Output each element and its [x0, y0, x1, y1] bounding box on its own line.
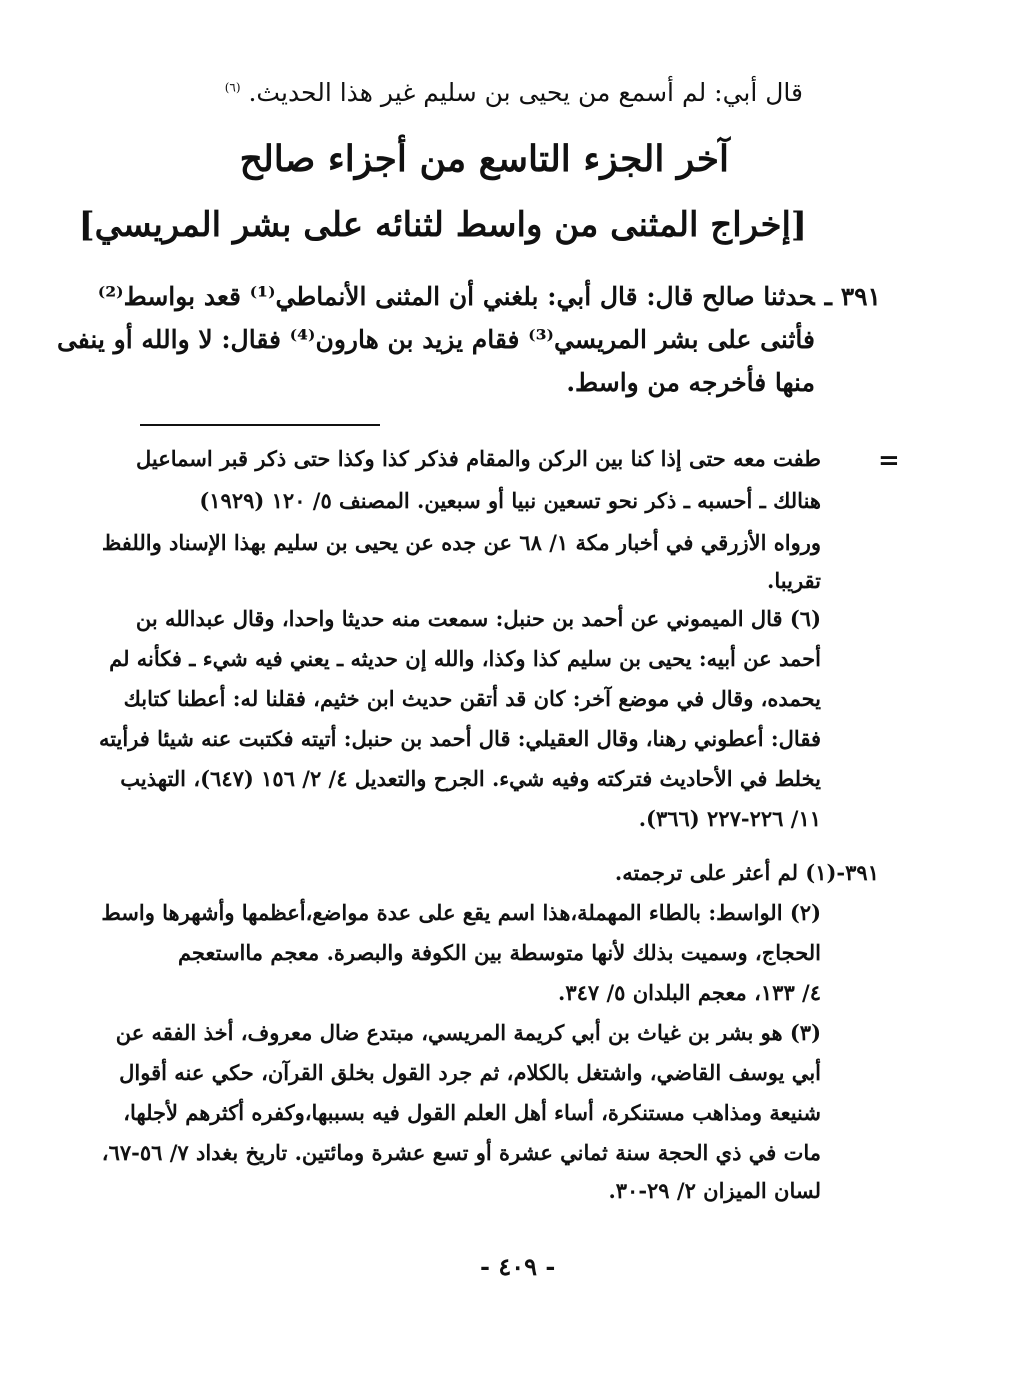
hadith-text: حدثنا صالح قال: قال أبي: بلغني أن المثنى الأنماطي⁽¹⁾ قعد بواسط⁽²⁾	[97, 282, 815, 311]
footnote-6-line: أحمد عن أبيه: يحيى بن سليم كذا وكذا، والله إن حديثه ـ يعني فيه شيء ـ فكأنه لم	[109, 646, 821, 671]
footnote-391-3: (٣) هو بشر بن غياث بن أبي كريمة المريسي، مبتدع ضال معروف، أخذ الفقه عن	[115, 1020, 821, 1045]
footnote-line: هنالك ـ أحسبه ـ ذكر نحو تسعين نبيا أو سبعين. المصنف ٥/ ١٢٠ (١٩٢٩)	[199, 488, 821, 513]
footnote-line: ورواه الأزرقي في أخبار مكة ١/ ٦٨ عن جده عن يحيى بن سليم بهذا الإسناد واللفظ	[101, 530, 821, 555]
footnote-391-2: ٤/ ١٣٣، معجم البلدان ٥/ ٣٤٧.	[558, 980, 821, 1005]
section-end-title: آخر الجزء التاسع من أجزاء صالح	[239, 138, 729, 180]
footnote-391-3: شنيعة ومذاهب مستنكرة، أساء أهل العلم القول فيه بسببها،وكفره أكثرهم لأجلها،	[123, 1100, 821, 1125]
footnote-6-line: يخلط في الأحاديث فتركته وفيه شيء. الجرح والتعديل ٤/ ٢/ ١٥٦ (٦٤٧)، التهذيب	[120, 766, 821, 791]
page-number: - ٤٠٩ -	[480, 1252, 556, 1281]
continuation-mark: =	[878, 446, 900, 476]
hadith-line-3: منها فأخرجه من واسط.	[566, 368, 815, 397]
hadith-number: ٣٩١ ـ	[824, 282, 881, 311]
hadith-line-1	[98, 282, 881, 311]
footnote-6-line: يحمده، وقال في موضع آخر: كان قد أتقن حديث ابن خثيم، فقلنا له: أعطنا كتابك	[123, 686, 821, 711]
footnote-391-2: الحجاج، وسميت بذلك لأنها متوسطة بين الكوفة والبصرة. معجم مااستعجم	[177, 940, 821, 965]
hadith-line-2: فأثنى على بشر المريسي⁽³⁾ فقام يزيد بن هارون⁽⁴⁾ فقال: لا والله أو ينفى	[56, 325, 815, 354]
footnote-6-line: ١١/ ٢٢٦-٢٢٧ (٣٦٦).	[638, 806, 821, 831]
footnote-line: تقريبا.	[767, 568, 821, 593]
footnote-6-line: فقال: أعطوني رهنا، وقال العقيلي: قال أحمد بن حنبل: أتيته فكتبت عنه شيئا فرأيته	[98, 726, 821, 751]
footnote-391-3: لسان الميزان ٢/ ٢٩-٣٠.	[608, 1178, 821, 1203]
footnote-391-1: ٣٩١-(١) لم أعثر على ترجمته.	[614, 860, 879, 885]
section-heading: [إخراج المثنى من واسط لثنائه على بشر المريسي]	[78, 205, 807, 245]
footnote-line: طفت معه حتى إذا كنا بين الركن والمقام فذكر كذا وكذا حتى ذكر قبر اسماعيل	[136, 446, 821, 471]
footnote-391-2: (٢) الواسط: بالطاء المهملة،هذا اسم يقع على عدة مواضع،أعظمها وأشهرها واسط	[101, 900, 821, 925]
footnote-391-3: أبي يوسف القاضي، واشتغل بالكلام، ثم جرد القول بخلق القرآن، حكي عنه أقوال	[119, 1060, 821, 1085]
narration-note	[225, 78, 803, 107]
footnote-6-line: (٦) قال الميموني عن أحمد بن حنبل: سمعت منه حديثا واحدا، وقال عبدالله بن	[135, 606, 821, 631]
footnote-391-3: مات في ذي الحجة سنة ثماني عشرة أو تسع عشرة ومائتين. تاريخ بغداد ٧/ ٥٦-٦٧،	[101, 1140, 821, 1165]
footnote-ref: (٦)	[224, 80, 241, 95]
narration-note-text: قال أبي: لم أسمع من يحيى بن سليم غير هذا الحديث.	[248, 78, 803, 107]
footnote-separator	[140, 424, 380, 426]
